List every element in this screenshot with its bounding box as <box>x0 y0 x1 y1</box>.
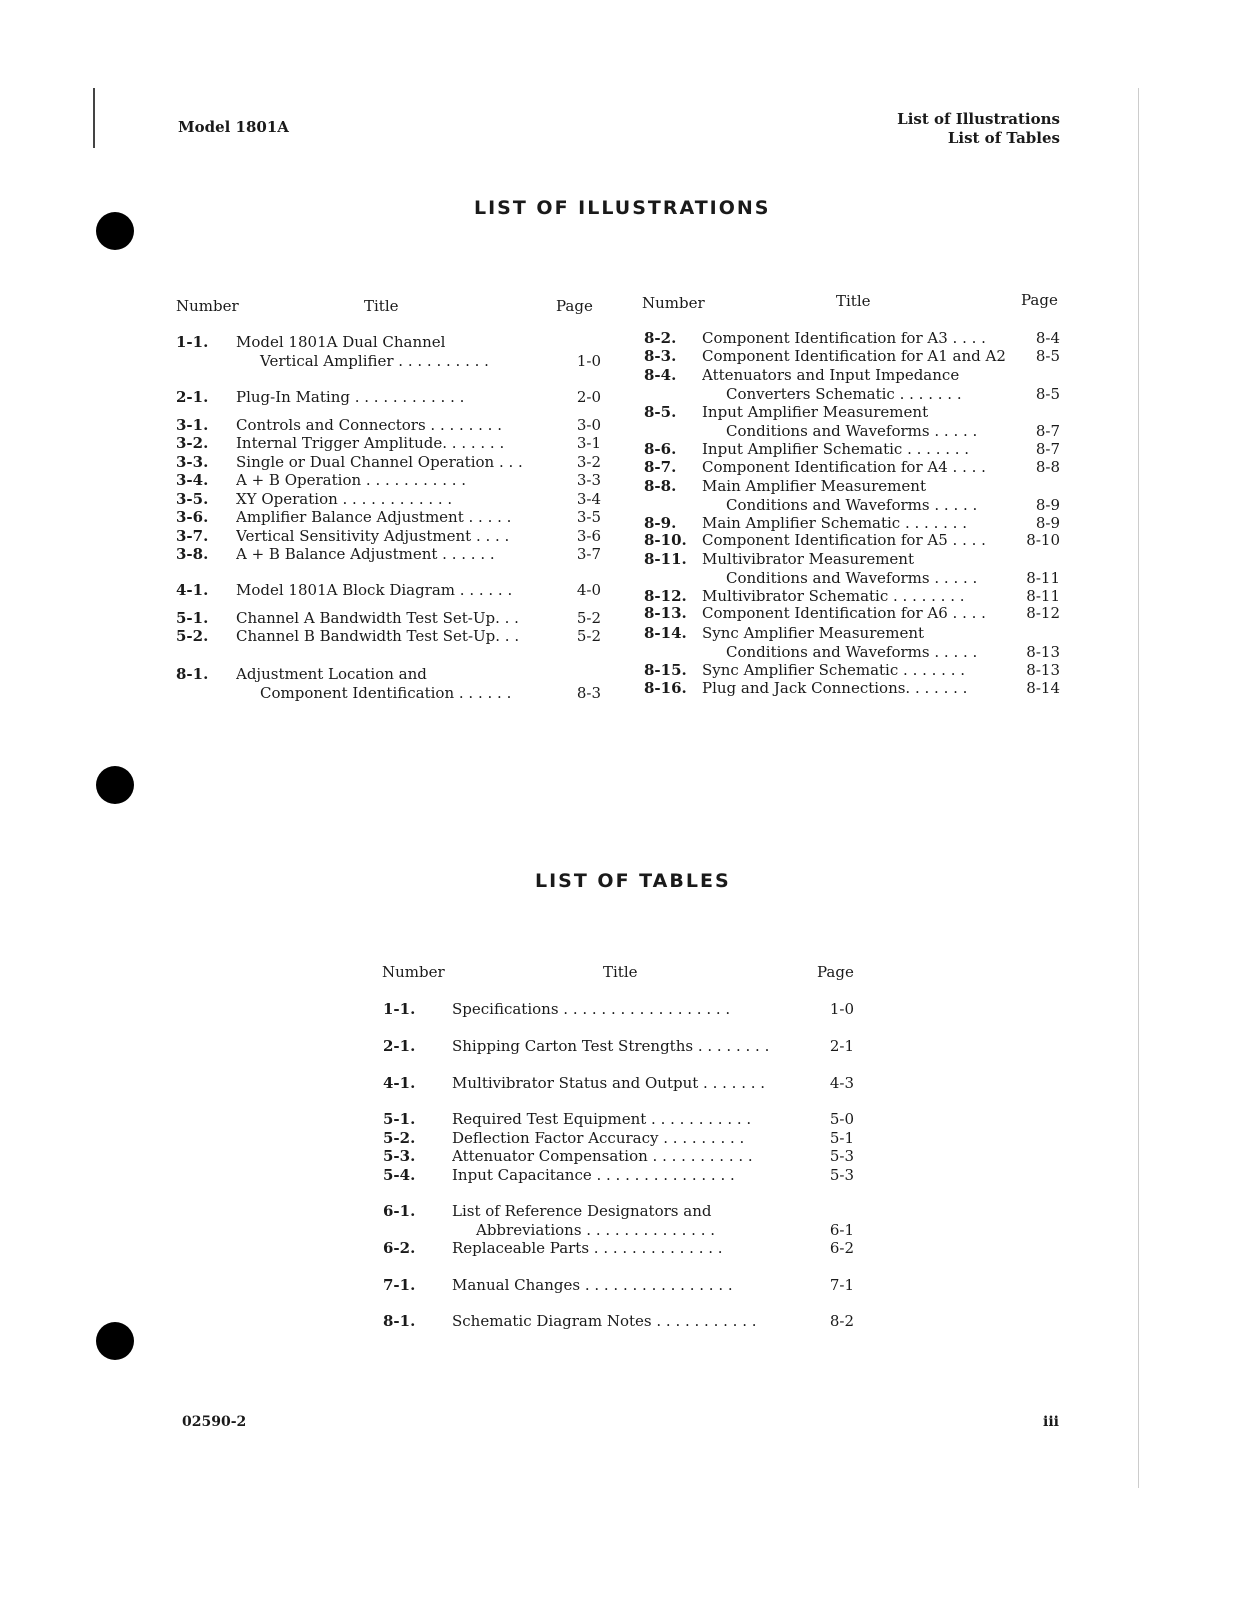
entry-page: 8-11 <box>1026 568 1060 587</box>
entry-page: 8-11 <box>1026 587 1060 605</box>
entry-title <box>702 403 1020 440</box>
entry-page: 5-2 <box>576 627 601 645</box>
entry-title <box>236 471 556 490</box>
tables-col-number: Number <box>382 963 445 981</box>
entry-number: 3-6. <box>176 508 209 526</box>
entry-title <box>702 458 1020 477</box>
entry-title-line: Main Amplifier Measurement <box>702 477 926 495</box>
entry-page: 4-0 <box>576 581 601 599</box>
toc-entry <box>176 545 606 564</box>
entry-title-line: Multivibrator Measurement <box>702 550 914 568</box>
punch-hole-bottom <box>96 1322 134 1360</box>
toc-entry <box>383 1000 858 1019</box>
entry-page: 8-8 <box>1035 458 1060 476</box>
toc-entry <box>176 665 606 702</box>
entry-title <box>452 1110 804 1129</box>
entry-page: 4-3 <box>829 1074 854 1092</box>
illus-left-col-page: Page <box>556 297 593 315</box>
entry-title <box>702 679 1020 698</box>
entry-title-line: Model 1801A Block Diagram . . . . . . <box>236 581 513 599</box>
entry-number: 8-9. <box>644 514 677 532</box>
punch-hole-top <box>96 212 134 250</box>
entry-title-line: Shipping Carton Test Strengths . . . . . . . . <box>452 1037 770 1055</box>
entry-number: 8-13. <box>644 604 687 622</box>
entry-number: 8-4. <box>644 366 677 384</box>
toc-entry <box>383 1202 858 1239</box>
entry-title-line: Abbreviations . . . . . . . . . . . . . . <box>476 1220 716 1239</box>
entry-title <box>452 1129 804 1148</box>
entry-page: 8-9 <box>1035 514 1060 532</box>
entry-number: 1-1. <box>383 1000 416 1018</box>
entry-title-line: Channel B Bandwidth Test Set-Up. . . <box>236 627 520 645</box>
illus-right-col-title: Title <box>836 292 871 310</box>
entry-title <box>236 527 556 546</box>
entry-title-line: Component Identification for A6 . . . . <box>702 604 986 622</box>
entry-number: 5-2. <box>176 627 209 645</box>
toc-entry <box>383 1074 858 1093</box>
entry-number: 8-12. <box>644 587 687 605</box>
entry-number: 2-1. <box>176 388 209 406</box>
toc-entry <box>176 490 606 509</box>
entry-title-line: Input Capacitance . . . . . . . . . . . . . . . <box>452 1166 735 1184</box>
entry-title-line: Vertical Sensitivity Adjustment . . . . <box>236 527 510 545</box>
page-number: iii <box>1043 1414 1059 1430</box>
toc-entry <box>644 366 1064 403</box>
entry-page: 1-0 <box>829 1000 854 1018</box>
entry-title-line: Model 1801A Dual Channel <box>236 333 446 351</box>
toc-entry <box>176 527 606 546</box>
entry-title <box>702 514 1020 533</box>
entry-title <box>452 1037 804 1056</box>
entry-title <box>452 1000 804 1019</box>
entry-number: 8-16. <box>644 679 687 697</box>
entry-title <box>236 545 556 564</box>
toc-entry <box>383 1110 858 1129</box>
tables-col-page: Page <box>817 963 854 981</box>
entry-number: 8-2. <box>644 329 677 347</box>
entry-title <box>236 453 556 472</box>
entry-number: 1-1. <box>176 333 209 351</box>
section-header <box>897 110 1060 148</box>
entry-title <box>702 477 1020 514</box>
entry-title-line: Conditions and Waveforms . . . . . <box>726 642 978 661</box>
entry-title-line: Deflection Factor Accuracy . . . . . . . . . <box>452 1129 745 1147</box>
entry-title <box>702 440 1020 459</box>
entry-page: 3-2 <box>576 453 601 471</box>
entry-title <box>702 661 1020 680</box>
entry-number: 2-1. <box>383 1037 416 1055</box>
toc-entry <box>644 440 1064 459</box>
entry-title-line: Adjustment Location and <box>236 665 427 683</box>
entry-page: 8-7 <box>1035 440 1060 458</box>
toc-entry <box>383 1312 858 1331</box>
entry-title <box>236 416 556 435</box>
entry-number: 8-5. <box>644 403 677 421</box>
toc-entry <box>176 333 606 370</box>
entry-page: 8-5 <box>1035 384 1060 403</box>
toc-entry <box>644 624 1064 661</box>
entry-title <box>236 333 556 370</box>
entry-title <box>702 624 1020 661</box>
toc-entry <box>176 471 606 490</box>
entry-title <box>236 508 556 527</box>
entry-title-line: Conditions and Waveforms . . . . . <box>726 568 978 587</box>
right-scan-edge <box>1138 88 1139 1488</box>
entry-page: 3-7 <box>576 545 601 563</box>
entry-title <box>702 347 1020 366</box>
entry-page: 8-4 <box>1035 329 1060 347</box>
entry-number: 5-2. <box>383 1129 416 1147</box>
entry-title <box>702 550 1020 587</box>
entry-page: 8-13 <box>1026 642 1060 661</box>
entry-title <box>452 1202 804 1239</box>
entry-page: 2-0 <box>576 388 601 406</box>
entry-title-line: Sync Amplifier Schematic . . . . . . . <box>702 661 966 679</box>
tables-col-title: Title <box>603 963 638 981</box>
entry-title-line: Input Amplifier Schematic . . . . . . . <box>702 440 970 458</box>
entry-title-line: Amplifier Balance Adjustment . . . . . <box>236 508 512 526</box>
entry-number: 3-1. <box>176 416 209 434</box>
toc-entry <box>644 587 1064 606</box>
entry-title-line: Component Identification for A3 . . . . <box>702 329 986 347</box>
entry-number: 5-1. <box>176 609 209 627</box>
entry-number: 8-8. <box>644 477 677 495</box>
entry-title <box>702 329 1020 348</box>
toc-entry <box>383 1166 858 1185</box>
toc-entry <box>383 1239 858 1258</box>
toc-entry <box>644 679 1064 698</box>
entry-page: 7-1 <box>829 1276 854 1294</box>
entry-number: 5-1. <box>383 1110 416 1128</box>
toc-entry <box>176 508 606 527</box>
entry-page: 5-0 <box>829 1110 854 1128</box>
left-scan-edge <box>93 88 95 148</box>
entry-title-line: Plug-In Mating . . . . . . . . . . . . <box>236 388 465 406</box>
entry-page: 6-1 <box>829 1220 854 1239</box>
entry-number: 3-5. <box>176 490 209 508</box>
entry-title-line: Internal Trigger Amplitude. . . . . . . <box>236 434 505 452</box>
toc-entry <box>383 1147 858 1166</box>
entry-title <box>236 627 556 646</box>
toc-entry <box>383 1276 858 1295</box>
entry-title-line: A + B Balance Adjustment . . . . . . <box>236 545 495 563</box>
entry-number: 3-3. <box>176 453 209 471</box>
entry-number: 5-4. <box>383 1166 416 1184</box>
entry-title <box>702 531 1020 550</box>
entry-title <box>702 366 1020 403</box>
entry-page: 8-7 <box>1035 421 1060 440</box>
entry-number: 8-15. <box>644 661 687 679</box>
entry-number: 3-8. <box>176 545 209 563</box>
entry-page: 1-0 <box>576 351 601 370</box>
entry-title <box>452 1276 804 1295</box>
toc-entry <box>383 1037 858 1056</box>
entry-page: 8-9 <box>1035 495 1060 514</box>
entry-title-line: Component Identification for A5 . . . . <box>702 531 986 549</box>
toc-entry <box>176 627 606 646</box>
entry-title <box>236 665 556 702</box>
illus-right-col-page: Page <box>1021 291 1058 309</box>
entry-title-line: Plug and Jack Connections. . . . . . . <box>702 679 968 697</box>
entry-title-line: Component Identification . . . . . . <box>260 683 512 702</box>
entry-title-line: Replaceable Parts . . . . . . . . . . . . . . <box>452 1239 723 1257</box>
toc-entry <box>644 531 1064 550</box>
entry-page: 8-13 <box>1026 661 1060 679</box>
entry-title-line: Conditions and Waveforms . . . . . <box>726 495 978 514</box>
entry-number: 8-11. <box>644 550 687 568</box>
entry-title <box>702 587 1020 606</box>
entry-title <box>452 1147 804 1166</box>
entry-title-line: Component Identification for A4 . . . . <box>702 458 986 476</box>
toc-entry <box>176 388 606 407</box>
entry-number: 8-6. <box>644 440 677 458</box>
entry-number: 8-1. <box>383 1312 416 1330</box>
entry-number: 4-1. <box>383 1074 416 1092</box>
entry-title <box>702 604 1020 623</box>
entry-title-line: Specifications . . . . . . . . . . . . . . . . . . <box>452 1000 731 1018</box>
toc-entry <box>644 458 1064 477</box>
entry-number: 8-1. <box>176 665 209 683</box>
toc-entry <box>176 453 606 472</box>
illus-left-col-number: Number <box>176 297 239 315</box>
entry-number: 8-3. <box>644 347 677 365</box>
entry-page: 3-1 <box>576 434 601 452</box>
toc-entry <box>644 514 1064 533</box>
entry-title-line: Main Amplifier Schematic . . . . . . . <box>702 514 967 532</box>
entry-title <box>236 581 556 600</box>
tables-title: LIST OF TABLES <box>535 870 731 892</box>
entry-title-line: Required Test Equipment . . . . . . . . . . . <box>452 1110 752 1128</box>
entry-title-line: Component Identification for A1 and A2 <box>702 347 1006 365</box>
entry-number: 3-7. <box>176 527 209 545</box>
entry-number: 8-14. <box>644 624 687 642</box>
entry-number: 6-2. <box>383 1239 416 1257</box>
entry-page: 3-0 <box>576 416 601 434</box>
entry-page: 2-1 <box>829 1037 854 1055</box>
toc-entry <box>176 416 606 435</box>
entry-page: 3-4 <box>576 490 601 508</box>
toc-entry <box>176 434 606 453</box>
doc-number: 02590-2 <box>182 1414 247 1430</box>
entry-title-line: List of Reference Designators and <box>452 1202 712 1220</box>
entry-number: 5-3. <box>383 1147 416 1165</box>
entry-title-line: Attenuator Compensation . . . . . . . . . . . <box>452 1147 753 1165</box>
entry-number: 8-7. <box>644 458 677 476</box>
entry-title <box>236 490 556 509</box>
entry-title-line: Multivibrator Schematic . . . . . . . . <box>702 587 965 605</box>
toc-entry <box>644 604 1064 623</box>
entry-page: 3-3 <box>576 471 601 489</box>
entry-title-line: Input Amplifier Measurement <box>702 403 929 421</box>
entry-page: 5-1 <box>829 1129 854 1147</box>
entry-number: 6-1. <box>383 1202 416 1220</box>
entry-page: 6-2 <box>829 1239 854 1257</box>
entry-title <box>236 609 556 628</box>
punch-hole-middle <box>96 766 134 804</box>
illus-right-col-number: Number <box>642 294 705 312</box>
entry-title <box>452 1312 804 1331</box>
entry-title-line: Controls and Connectors . . . . . . . . <box>236 416 502 434</box>
toc-entry <box>644 550 1064 587</box>
toc-entry <box>176 609 606 628</box>
entry-page: 5-2 <box>576 609 601 627</box>
entry-number: 4-1. <box>176 581 209 599</box>
entry-title-line: Multivibrator Status and Output . . . . . . . <box>452 1074 766 1092</box>
entry-title-line: A + B Operation . . . . . . . . . . . <box>236 471 467 489</box>
entry-title-line: Attenuators and Input Impedance <box>702 366 960 384</box>
entry-page: 8-2 <box>829 1312 854 1330</box>
entry-page: 8-12 <box>1026 604 1060 622</box>
entry-title <box>236 388 556 407</box>
entry-title-line: Converters Schematic . . . . . . . <box>726 384 962 403</box>
entry-title-line: Schematic Diagram Notes . . . . . . . . . . . <box>452 1312 757 1330</box>
entry-title <box>236 434 556 453</box>
toc-entry <box>644 477 1064 514</box>
illus-left-col-title: Title <box>364 297 399 315</box>
toc-entry <box>176 581 606 600</box>
entry-title-line: Manual Changes . . . . . . . . . . . . . . . . <box>452 1276 733 1294</box>
entry-page: 8-5 <box>1035 347 1060 365</box>
entry-page: 8-10 <box>1026 531 1060 549</box>
entry-title-line: XY Operation . . . . . . . . . . . . <box>236 490 453 508</box>
toc-entry <box>644 347 1064 366</box>
entry-title <box>452 1074 804 1093</box>
section-header-line2: List of Tables <box>947 129 1060 147</box>
toc-entry <box>383 1129 858 1148</box>
entry-title-line: Sync Amplifier Measurement <box>702 624 925 642</box>
entry-title <box>452 1166 804 1185</box>
entry-number: 3-2. <box>176 434 209 452</box>
illustrations-title: LIST OF ILLUSTRATIONS <box>474 197 771 219</box>
toc-entry <box>644 661 1064 680</box>
section-header-line1: List of Illustrations <box>897 110 1060 128</box>
toc-entry <box>644 329 1064 348</box>
entry-number: 8-10. <box>644 531 687 549</box>
entry-page: 5-3 <box>829 1147 854 1165</box>
entry-title-line: Channel A Bandwidth Test Set-Up. . . <box>236 609 519 627</box>
entry-title-line: Single or Dual Channel Operation . . . <box>236 453 523 471</box>
model-header: Model 1801A <box>178 118 289 136</box>
entry-page: 8-3 <box>576 683 601 702</box>
entry-page: 3-5 <box>576 508 601 526</box>
entry-page: 3-6 <box>576 527 601 545</box>
toc-entry <box>644 403 1064 440</box>
entry-page: 5-3 <box>829 1166 854 1184</box>
entry-title <box>452 1239 804 1258</box>
entry-number: 7-1. <box>383 1276 416 1294</box>
entry-number: 3-4. <box>176 471 209 489</box>
entry-page: 8-14 <box>1026 679 1060 697</box>
entry-title-line: Vertical Amplifier . . . . . . . . . . <box>260 351 489 370</box>
entry-title-line: Conditions and Waveforms . . . . . <box>726 421 978 440</box>
